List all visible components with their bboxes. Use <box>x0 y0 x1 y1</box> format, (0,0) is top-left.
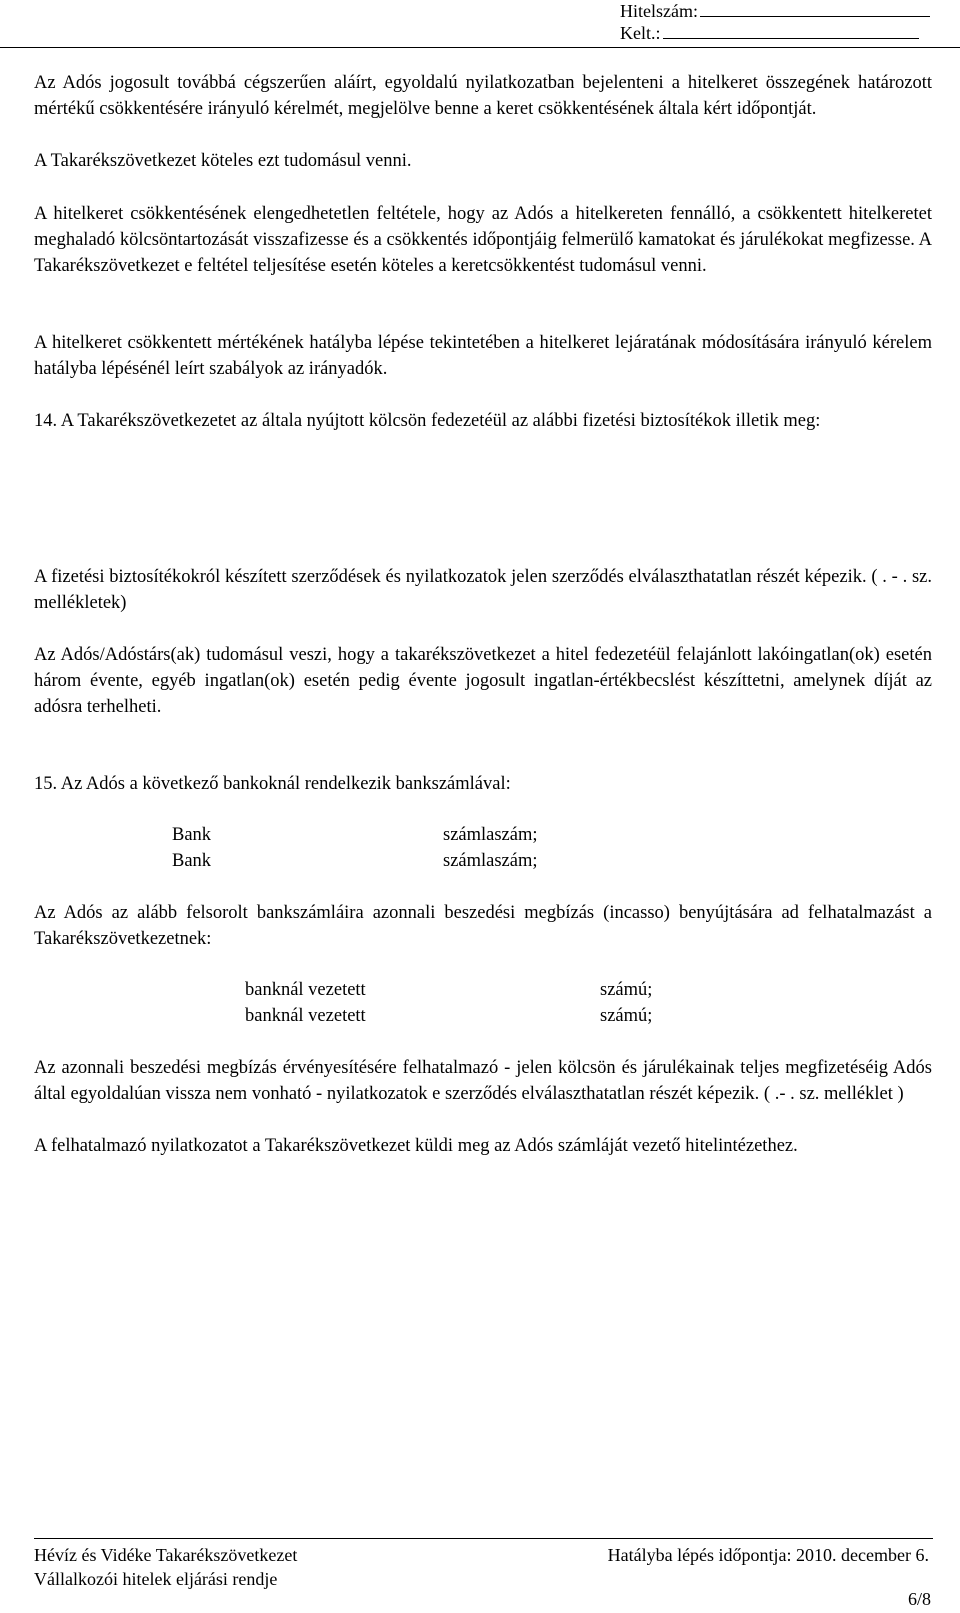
footer-effective-date: Hatályba lépés időpontja: 2010. december 6. <box>607 1545 929 1565</box>
bank-account-row <box>172 848 872 874</box>
account-label: számú; <box>600 1006 653 1026</box>
paragraph-acknowledge: A Takarékszövetkezet köteles ezt tudomásul venni. <box>34 151 412 171</box>
bank-label: Bank <box>172 851 212 871</box>
account-label: számú; <box>600 980 653 1000</box>
date-blank <box>663 24 919 39</box>
loan-number-blank <box>700 2 930 17</box>
header-rule <box>0 47 960 48</box>
paragraph-credit-reduction-request: Az Adós jogosult továbbá cégszerűen aláírt, egyoldalú nyilatkozatban bejelenteni a hitelkeret összegének határozott mértékű csökkentésére irányuló kérelmét, megjelölve benne a keret csökkentésének általa kért időpontját. <box>34 73 932 119</box>
bank-label: banknál vezetett <box>245 980 366 1000</box>
incasso-account-row <box>245 977 895 1003</box>
account-label: számlaszám; <box>443 825 538 845</box>
footer-organization: Hévíz és Vidéke Takarékszövetkezet <box>34 1545 298 1565</box>
page-number: 6/8 <box>907 1589 931 1609</box>
paragraph-security-contracts: A fizetési biztosítékokról készített szerződések és nyilatkozatok jelen szerződés elválaszthatatlan részét képezik. ( . - . sz. mellékletek) <box>34 567 932 613</box>
paragraph-reduction-condition: A hitelkeret csökkentésének elengedhetetlen feltétele, hogy az Adós a hitelkereten fennálló, a csökkentett hitelkeretet meghaladó kölcsöntartozását visszafizesse és a csökkentés időpontjáig felmerülő kamatokat és járulékokat megfizesse. A Takarékszövetkezet e feltétel teljesítése esetén köteles a keretcsökkentést tudomásul venni. <box>34 204 932 276</box>
bank-account-row <box>172 822 872 848</box>
date-label: Kelt.: <box>620 23 661 43</box>
loan-number-field <box>620 0 930 22</box>
footer-rule <box>34 1538 933 1539</box>
paragraph-incasso-authorization: Az Adós az alább felsorolt bankszámláira azonnali beszedési megbízás (incasso) benyújtására ad felhatalmazást a Takarékszövetkezetnek: <box>34 903 932 949</box>
paragraph-reduction-effect: A hitelkeret csökkentett mértékének hatályba lépése tekintetében a hitelkeret lejáratának módosítására irányuló kérelem hatályba lépésénél leírt szabályok az irányadók. <box>34 333 932 379</box>
page-header <box>0 0 960 48</box>
date-field <box>620 22 919 44</box>
bank-label: banknál vezetett <box>245 1006 366 1026</box>
incasso-account-row <box>245 1003 895 1029</box>
paragraph-authorization-delivery: A felhatalmazó nyilatkozatot a Takarékszövetkezet küldi meg az Adós számláját vezető hitelintézethez. <box>34 1136 798 1156</box>
paragraph-valuation: Az Adós/Adóstárs(ak) tudomásul veszi, hogy a takarékszövetkezet a hitel fedezetéül felajánlott lakóingatlan(ok) esetén három évente, egyéb ingatlan(ok) esetén pedig évente jogosult ingatlan-értékbecslést készíttetni, amelynek díját az adósra terhelheti. <box>34 645 932 717</box>
loan-number-label: Hitelszám: <box>620 1 698 21</box>
footer-document-title: Vállalkozói hitelek eljárási rendje <box>34 1569 278 1589</box>
bank-label: Bank <box>172 825 212 845</box>
section-15-heading: 15. Az Adós a következő bankoknál rendelkezik bankszámlával: <box>34 774 511 794</box>
page-footer <box>0 1538 960 1613</box>
section-14-heading: 14. A Takarékszövetkezetet az általa nyújtott kölcsön fedezetéül az alábbi fizetési biztosítékok illetik meg: <box>34 411 821 431</box>
paragraph-incasso-validity: Az azonnali beszedési megbízás érvényesítésére felhatalmazó - jelen kölcsön és járulékainak teljes megfizetéséig Adós által egyoldalúan vissza nem vonható - nyilatkozatok e szerződés elválaszthatatlan részét képezik. ( .- . sz. melléklet ) <box>34 1058 932 1104</box>
account-label: számlaszám; <box>443 851 538 871</box>
